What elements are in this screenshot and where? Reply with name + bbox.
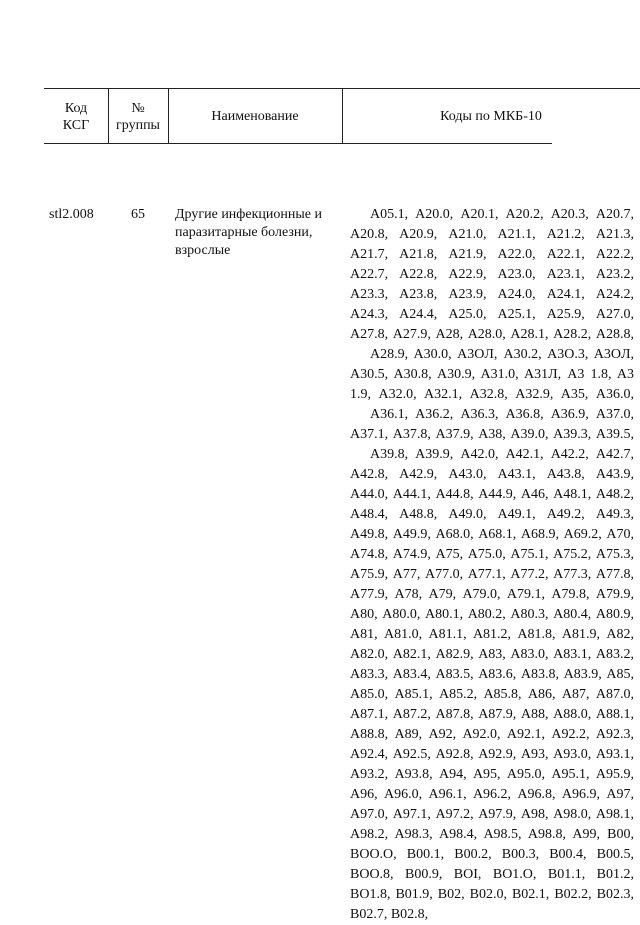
icd-code-line: A75.9, A77, A77.0, A77.1, A77.2, A77.3, A77.8, [350, 567, 634, 582]
icd-code-line: BOO.O, B00.1, B00.2, B00.3, B00.4, B00.5, [350, 847, 634, 862]
icd-code-line: A27.8, A27.9, A28, A28.0, A28.1, A28.2, A28.8, [350, 327, 634, 342]
icd-code-line: A23.3, A23.8, A23.9, A24.0, A24.1, A24.2, [350, 287, 634, 302]
header-group-line1: № [131, 101, 145, 116]
icd-code-line: A93.2, A93.8, A94, A95, A95.0, A95.1, A95.9, [350, 767, 634, 782]
icd-code-line: A36.1, A36.2, A36.3, A36.8, A36.9, A37.0, [370, 407, 634, 422]
header-code-ksg [44, 100, 108, 134]
icd-code-line: A92.4, A92.5, A92.8, A92.9, A93, A93.0, A93.1, [350, 747, 634, 762]
icd-code-line: 1.9, A32.0, A32.1, A32.8, A32.9, A35, A36.0, [350, 387, 634, 402]
icd-code-line: A24.3, A24.4, A25.0, A25.1, A25.9, A27.0, [350, 307, 634, 322]
icd-code-line: A96, A96.0, A96.1, A96.2, A96.8, A96.9, A97, [350, 787, 634, 802]
icd-code-line: A37.1, A37.8, A37.9, A38, A39.0, A39.3, A39.5, [350, 427, 634, 442]
icd-code-line: BO1.8, B01.9, B02, B02.0, B02.1, B02.2, B02.3, [350, 887, 634, 902]
icd-code-line: BOO.8, B00.9, BOI, BO1.O, B01.1, B01.2, [350, 867, 634, 882]
icd-code-line: A83.3, A83.4, A83.5, A83.6, A83.8, A83.9, A85, [350, 667, 634, 682]
icd-code-line: A22.7, A22.8, A22.9, A23.0, A23.1, A23.2, [350, 267, 634, 282]
row-code: stl2.008 [49, 207, 94, 222]
header-group-number [108, 100, 168, 134]
icd-code-line: A49.8, A49.9, A68.0, A68.1, A68.9, A69.2, A70, [350, 527, 634, 542]
icd-code-line: A44.0, A44.1, A44.8, A44.9, A46, A48.1, A48.2, [350, 487, 634, 502]
icd-code-line: A21.7, A21.8, A21.9, A22.0, A22.1, A22.2, [350, 247, 634, 262]
icd-code-line: A74.8, A74.9, A75, A75.0, A75.1, A75.2, A75.3, [350, 547, 634, 562]
table-header-bottom-rule [44, 143, 552, 144]
header-group-line2: группы [116, 118, 160, 133]
row-group: 65 [131, 207, 145, 222]
icd-code-line: B02.7, B02.8, [350, 907, 429, 922]
icd-code-line: A48.4, A48.8, A49.0, A49.1, A49.2, A49.3, [350, 507, 634, 522]
icd-code-line: A28.9, A30.0, A3OЛ, A30.2, A3O.3, A3OЛ, [370, 347, 634, 362]
header-name: Наименование [211, 109, 299, 124]
icd-code-line: A87.1, A87.2, A87.8, A87.9, A88, A88.0, A88.1, [350, 707, 634, 722]
icd-code-line: A05.1, A20.0, A20.1, A20.2, A20.3, A20.7, [370, 207, 634, 222]
header-code-line1: Код [64, 101, 88, 116]
icd-code-line: A30.5, A30.8, A30.9, A31.0, A31Л, A3 1.8, A3 [350, 367, 634, 382]
icd-code-line: A80, A80.0, A80.1, A80.2, A80.3, A80.4, A80.9, [350, 607, 634, 622]
row-name: Другие инфекционные и паразитарные болезни, взрослые [175, 207, 322, 258]
icd-code-line: A88.8, A89, A92, A92.0, A92.1, A92.2, A92.3, [350, 727, 634, 742]
icd-code-line: A97.0, A97.1, A97.2, A97.9, A98, A98.0, A98.1, [350, 807, 634, 822]
row-icd-codes [350, 205, 634, 925]
icd-code-line: A39.8, A39.9, A42.0, A42.1, A42.2, A42.7, [370, 447, 634, 462]
icd-code-line: A42.8, A42.9, A43.0, A43.1, A43.8, A43.9, [350, 467, 634, 482]
icd-code-line: A98.2, A98.3, A98.4, A98.5, A98.8, A99, B00, [350, 827, 634, 842]
icd-code-line: A85.0, A85.1, A85.2, A85.8, A86, A87, A87.0, [350, 687, 634, 702]
header-icd-codes: Коды по МКБ-10 [440, 109, 542, 124]
icd-code-line: A82.0, A82.1, A82.9, A83, A83.0, A83.1, A83.2, [350, 647, 634, 662]
icd-code-line: A77.9, A78, A79, A79.0, A79.1, A79.8, A79.9, [350, 587, 634, 602]
icd-code-line: A20.8, A20.9, A21.0, A21.1, A21.2, A21.3, [350, 227, 634, 242]
header-code-line2: КСГ [62, 118, 90, 133]
icd-code-line: A81, A81.0, A81.1, A81.2, A81.8, A81.9, A82, [350, 627, 634, 642]
